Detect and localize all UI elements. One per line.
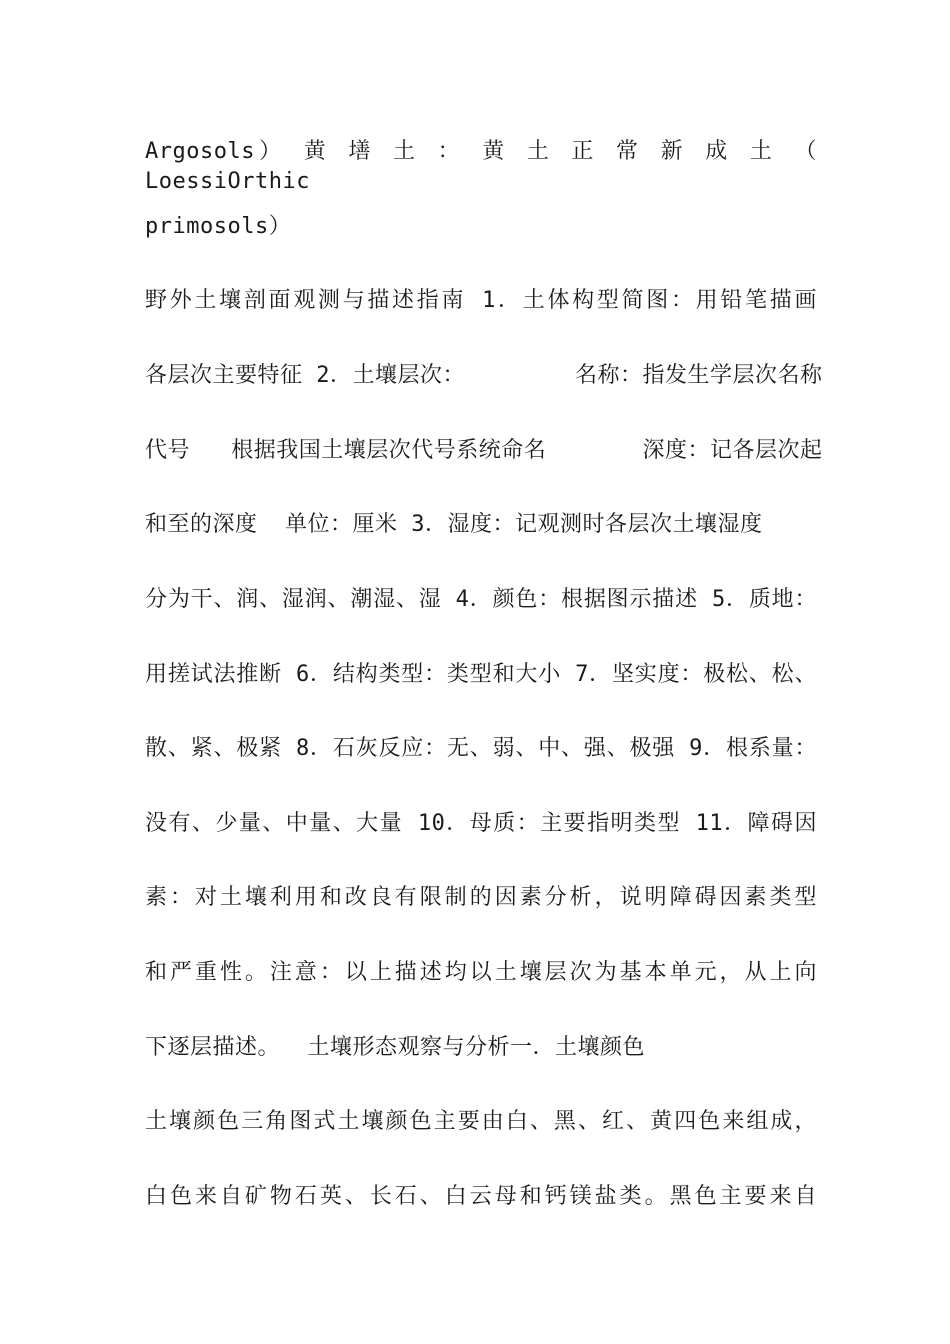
text-line-9: 散、紧、极紧 8．石灰反应：无、弱、中、强、极强 9．根系量： bbox=[145, 736, 817, 761]
text-line-10: 没有、少量、中量、大量 10．母质：主要指明类型 11．障碍因 bbox=[145, 811, 817, 836]
text-line-14: 土壤颜色三角图式土壤颜色主要由白、黑、红、黄四色来组成， bbox=[145, 1109, 817, 1134]
text-line-13: 下逐层描述。 土壤形态观察与分析一．土壤颜色 bbox=[145, 1035, 645, 1060]
text-line-11: 素：对土壤利用和改良有限制的因素分析，说明障碍因素类型 bbox=[145, 885, 817, 910]
text-line-6: 和至的深度 单位：厘米 3．湿度：记观测时各层次土壤湿度 bbox=[145, 512, 763, 537]
text-line-1: Argosols） 黄 墡 土 ： 黄 土 正 常 新 成 土 （ LoessiOrthic bbox=[145, 139, 817, 194]
text-line-15: 白色来自矿物石英、长石、白云母和钙镁盐类。黑色主要来自 bbox=[145, 1184, 817, 1209]
text-line-8: 用搓试法推断 6．结构类型：类型和大小 7．坚实度：极松、松、 bbox=[145, 662, 817, 687]
text-line-7: 分为干、润、湿润、潮湿、湿 4．颜色：根据图示描述 5．质地： bbox=[145, 587, 817, 612]
text-line-5: 代号 根据我国土壤层次代号系统命名 深度：记各层次起 bbox=[145, 438, 823, 463]
text-line-12: 和严重性。注意：以上描述均以土壤层次为基本单元，从上向 bbox=[145, 960, 817, 985]
text-line-3: 野外土壤剖面观测与描述指南 1．土体构型简图：用铅笔描画 bbox=[145, 288, 817, 313]
text-line-4: 各层次主要特征 2．土壤层次： 名称：指发生学层次名称 bbox=[145, 363, 823, 388]
text-line-2: primosols） bbox=[145, 214, 292, 239]
